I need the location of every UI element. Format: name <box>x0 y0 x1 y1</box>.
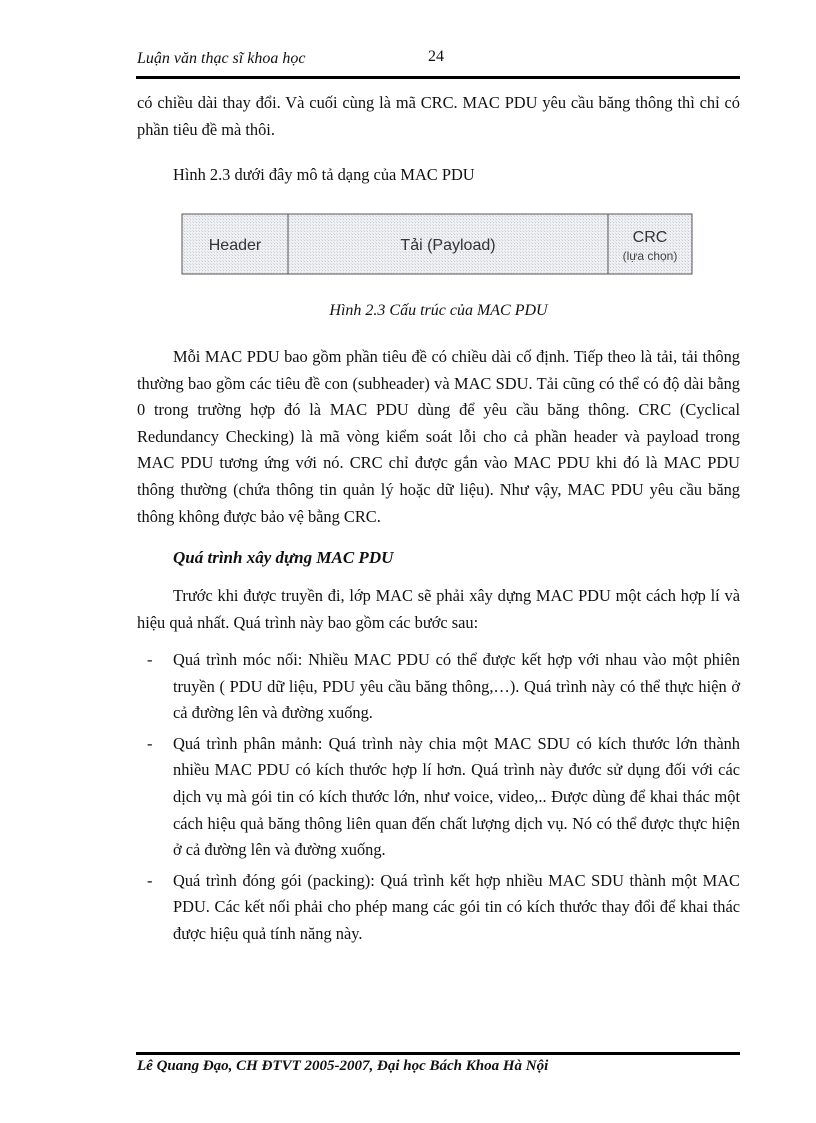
running-header <box>137 48 740 74</box>
list-item <box>137 731 740 864</box>
list-dash: - <box>147 870 153 890</box>
crc-cell-label: CRC <box>632 229 668 246</box>
list-item-text: Quá trình đóng gói (packing): Quá trình kết hợp nhiều MAC SDU thành một MAC PDU. Các kết nối phải cho phép mang các gói tin có kích thước thay đổi để khai thác được hiệu quả tính năng này. <box>173 870 740 943</box>
header-rule <box>136 76 740 79</box>
page-number: 24 <box>428 48 444 65</box>
paragraph-mac-pdu-structure: Mỗi MAC PDU bao gồm phần tiêu đề có chiều dài cố định. Tiếp theo là tải, tải thông thường bao gồm các tiêu đề con (subheader) và MAC SDU. Tải cũng có thể có độ dài bằng 0 trong trường hợp đó là MAC PDU dùng để yêu cầu băng thông. CRC (Cyclical Redundancy Checking) là mã vòng kiểm soát lỗi cho cả phần header và payload trong MAC PDU tương ứng với nó. CRC chỉ được gắn vào MAC PDU khi đó là MAC PDU thông thường (chứa thông tin quản lý hoặc dữ liệu). Như vậy, MAC PDU yêu cầu băng thông không được bảo vệ bằng CRC. <box>137 347 740 526</box>
list-dash: - <box>147 650 153 669</box>
list-item-text: Quá trình móc nối: Nhiều MAC PDU có thể được kết hợp với nhau vào một phiên truyền ( PDU dữ liệu, PDU yêu cầu băng thông,…). Quá trình này có thể thực hiện ở cả đường lên và đường xuống. <box>173 650 740 723</box>
footer-rule <box>136 1052 740 1055</box>
paragraph-build-intro: Trước khi được truyền đi, lớp MAC sẽ phải xây dựng MAC PDU một cách hợp lí và hiệu quả nhất. Quá trình này bao gồm các bước sau: <box>137 586 740 632</box>
list-item <box>137 868 740 948</box>
mac-pdu-diagram <box>181 213 693 275</box>
page-footer: Lê Quang Đạo, CH ĐTVT 2005-2007, Đại học Bách Khoa Hà Nội <box>137 1058 549 1074</box>
list-item <box>137 647 740 727</box>
build-steps-list <box>137 647 740 952</box>
header-cell-label: Header <box>208 237 262 254</box>
list-item-text: Quá trình phân mảnh: Quá trình này chia một MAC SDU có kích thước lớn thành nhiều MAC PDU có kích thước hợp lí hơn. Quá trình này đước sử dụng đối với các dịch vụ mà gói tin có kích thước lớn, như voice, video,.. Được dùng để khai thác một cách hiệu quả băng thông liên quan đến chất lượng dịch vụ. Nó có thể được thực hiện ở cả đường lên và đường xuống. <box>173 733 740 860</box>
list-dash: - <box>147 733 153 753</box>
paragraph-figure-intro: Hình 2.3 dưới đây mô tả dạng của MAC PDU <box>173 165 475 184</box>
payload-cell-label: Tải (Payload) <box>400 237 496 254</box>
paragraph-intro: có chiều dài thay đổi. Và cuối cùng là mã CRC. MAC PDU yêu cầu băng thông thì chỉ có phần tiêu đề mà thôi. <box>137 93 740 139</box>
section-subheading: Quá trình xây dựng MAC PDU <box>173 548 394 567</box>
thesis-title: Luận văn thạc sĩ khoa học <box>137 50 306 67</box>
figure-caption: Hình 2.3 Cấu trúc của MAC PDU <box>329 302 548 319</box>
crc-cell-note: (lựa chọn) <box>622 249 678 263</box>
